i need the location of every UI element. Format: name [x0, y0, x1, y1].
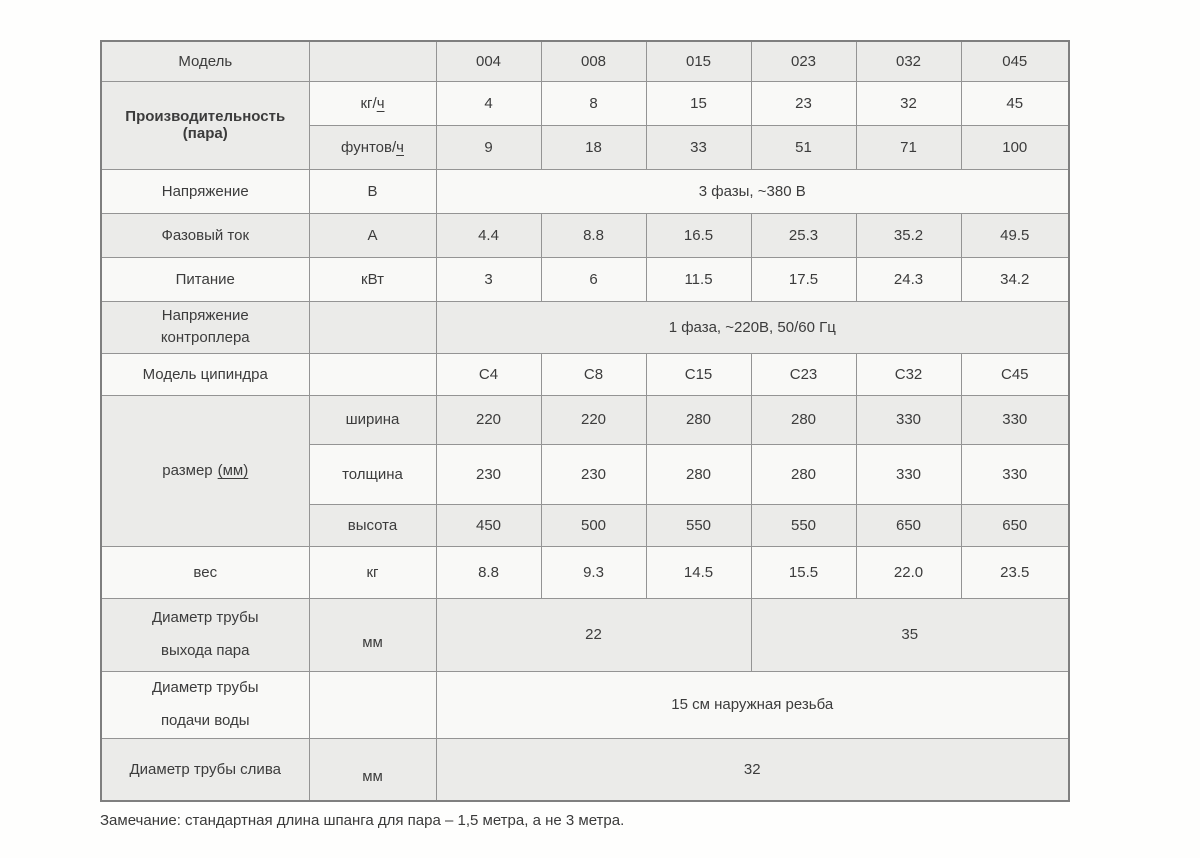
model-value: 004: [436, 41, 541, 81]
label-line: контроплера: [160, 329, 250, 346]
value-cell: 3: [436, 257, 541, 301]
unit-cell-empty: [309, 41, 436, 81]
value-cell: 49.5: [961, 213, 1069, 257]
unit-cell-kw: кВт: [309, 257, 436, 301]
row-model: [101, 41, 1069, 81]
value-cell: 34.2: [961, 257, 1069, 301]
value-cell: 9.3: [541, 546, 646, 598]
value-cell: 33: [646, 125, 751, 169]
value-cell: 220: [541, 395, 646, 444]
model-value: 015: [646, 41, 751, 81]
model-value: 045: [961, 41, 1069, 81]
value-cell: 35.2: [856, 213, 961, 257]
row-label-weight: вес: [101, 546, 309, 598]
row-weight: [101, 546, 1069, 598]
value-cell: 280: [646, 444, 751, 504]
row-steam-pipe: [101, 598, 1069, 671]
model-value: 032: [856, 41, 961, 81]
value-cell: 4.4: [436, 213, 541, 257]
unit-cell-empty: [309, 301, 436, 353]
value-cell: 330: [961, 395, 1069, 444]
model-value: 023: [751, 41, 856, 81]
value-cell: 4: [436, 81, 541, 125]
value-cell: 23: [751, 81, 856, 125]
value-cell: 650: [961, 504, 1069, 546]
value-cell: 8.8: [541, 213, 646, 257]
row-label-drain-pipe: Диаметр трубы слива: [101, 738, 309, 801]
value-cell: 100: [961, 125, 1069, 169]
merged-value-steam-pipe-small: 22: [436, 598, 751, 671]
row-label-size: [101, 395, 309, 546]
merged-value-controller-voltage: 1 фаза, ~220В, 50/60 Гц: [436, 301, 1069, 353]
value-cell: 6: [541, 257, 646, 301]
value-cell: 230: [436, 444, 541, 504]
value-cell: 650: [856, 504, 961, 546]
label-line: выхода пара: [160, 641, 250, 659]
merged-value-water-pipe: 15 см наружная резьба: [436, 671, 1069, 738]
value-cell: 220: [436, 395, 541, 444]
value-cell: 230: [541, 444, 646, 504]
row-label-cylinder-model: Модель ципиндра: [101, 353, 309, 395]
value-cell: 550: [751, 504, 856, 546]
row-label-water-pipe: [101, 671, 309, 738]
row-cylinder-model: [101, 353, 1069, 395]
label-line: подачи воды: [160, 711, 250, 729]
value-cell: 15: [646, 81, 751, 125]
value-cell: C45: [961, 353, 1069, 395]
value-cell: C8: [541, 353, 646, 395]
value-cell: 24.3: [856, 257, 961, 301]
unit-cell-kg-per-h: [309, 81, 436, 125]
row-label-productivity: Производительность (пара): [101, 81, 309, 169]
unit-text: фунтов/: [341, 138, 397, 156]
unit-cell-mm: мм: [309, 738, 436, 801]
label-line: Напряжение: [161, 306, 249, 324]
value-cell: 51: [751, 125, 856, 169]
unit-cell-mm: мм: [309, 598, 436, 671]
value-cell: 15.5: [751, 546, 856, 598]
unit-text-underlined: ч: [376, 94, 385, 112]
value-cell: 330: [856, 395, 961, 444]
unit-cell-depth: толщина: [309, 444, 436, 504]
value-cell: 280: [646, 395, 751, 444]
value-cell: 550: [646, 504, 751, 546]
merged-value-drain-pipe: 32: [436, 738, 1069, 801]
row-label-controller-voltage: [101, 301, 309, 353]
unit-cell-empty: [309, 671, 436, 738]
row-drain-pipe: [101, 738, 1069, 801]
model-value: 008: [541, 41, 646, 81]
unit-cell-empty: [309, 353, 436, 395]
merged-value-voltage: 3 фазы, ~380 В: [436, 169, 1069, 213]
row-label-power: Питание: [101, 257, 309, 301]
row-label-phase-current: Фазовый ток: [101, 213, 309, 257]
value-cell: C23: [751, 353, 856, 395]
row-label-steam-pipe: [101, 598, 309, 671]
label-line: Диаметр трубы: [151, 679, 259, 697]
row-controller-voltage: [101, 301, 1069, 353]
label-text: размер: [162, 462, 213, 479]
value-cell: 330: [856, 444, 961, 504]
label-line: Диаметр трубы: [151, 609, 259, 627]
value-cell: 450: [436, 504, 541, 546]
value-cell: 22.0: [856, 546, 961, 598]
value-cell: 280: [751, 444, 856, 504]
value-cell: 45: [961, 81, 1069, 125]
row-size-width: [101, 395, 1069, 444]
value-cell: 330: [961, 444, 1069, 504]
value-cell: 500: [541, 504, 646, 546]
label-unit-underlined: (мм): [217, 462, 249, 479]
row-phase-current: [101, 213, 1069, 257]
value-cell: 25.3: [751, 213, 856, 257]
value-cell: 23.5: [961, 546, 1069, 598]
merged-value-steam-pipe-large: 35: [751, 598, 1069, 671]
row-label-voltage: Напряжение: [101, 169, 309, 213]
value-cell: 11.5: [646, 257, 751, 301]
unit-cell-lb-per-h: [309, 125, 436, 169]
value-cell: 16.5: [646, 213, 751, 257]
unit-text-underlined: ч: [396, 138, 404, 156]
spec-table: [100, 40, 1070, 802]
value-cell: 14.5: [646, 546, 751, 598]
value-cell: 71: [856, 125, 961, 169]
row-productivity-kgh: [101, 81, 1069, 125]
row-power: [101, 257, 1069, 301]
unit-text: кг/: [360, 94, 377, 112]
value-cell: 17.5: [751, 257, 856, 301]
value-cell: C15: [646, 353, 751, 395]
value-cell: 8.8: [436, 546, 541, 598]
unit-cell-ampere: А: [309, 213, 436, 257]
unit-cell-volt: В: [309, 169, 436, 213]
footnote: Замечание: стандартная длина шпанга для пара – 1,5 метра, а не 3 метра.: [100, 812, 625, 829]
value-cell: C32: [856, 353, 961, 395]
value-cell: C4: [436, 353, 541, 395]
unit-cell-kg: кг: [309, 546, 436, 598]
unit-cell-width: ширина: [309, 395, 436, 444]
value-cell: 18: [541, 125, 646, 169]
value-cell: 32: [856, 81, 961, 125]
row-water-pipe: [101, 671, 1069, 738]
value-cell: 8: [541, 81, 646, 125]
unit-cell-height: высота: [309, 504, 436, 546]
value-cell: 9: [436, 125, 541, 169]
row-label-model: Модель: [101, 41, 309, 81]
row-voltage: [101, 169, 1069, 213]
value-cell: 280: [751, 395, 856, 444]
